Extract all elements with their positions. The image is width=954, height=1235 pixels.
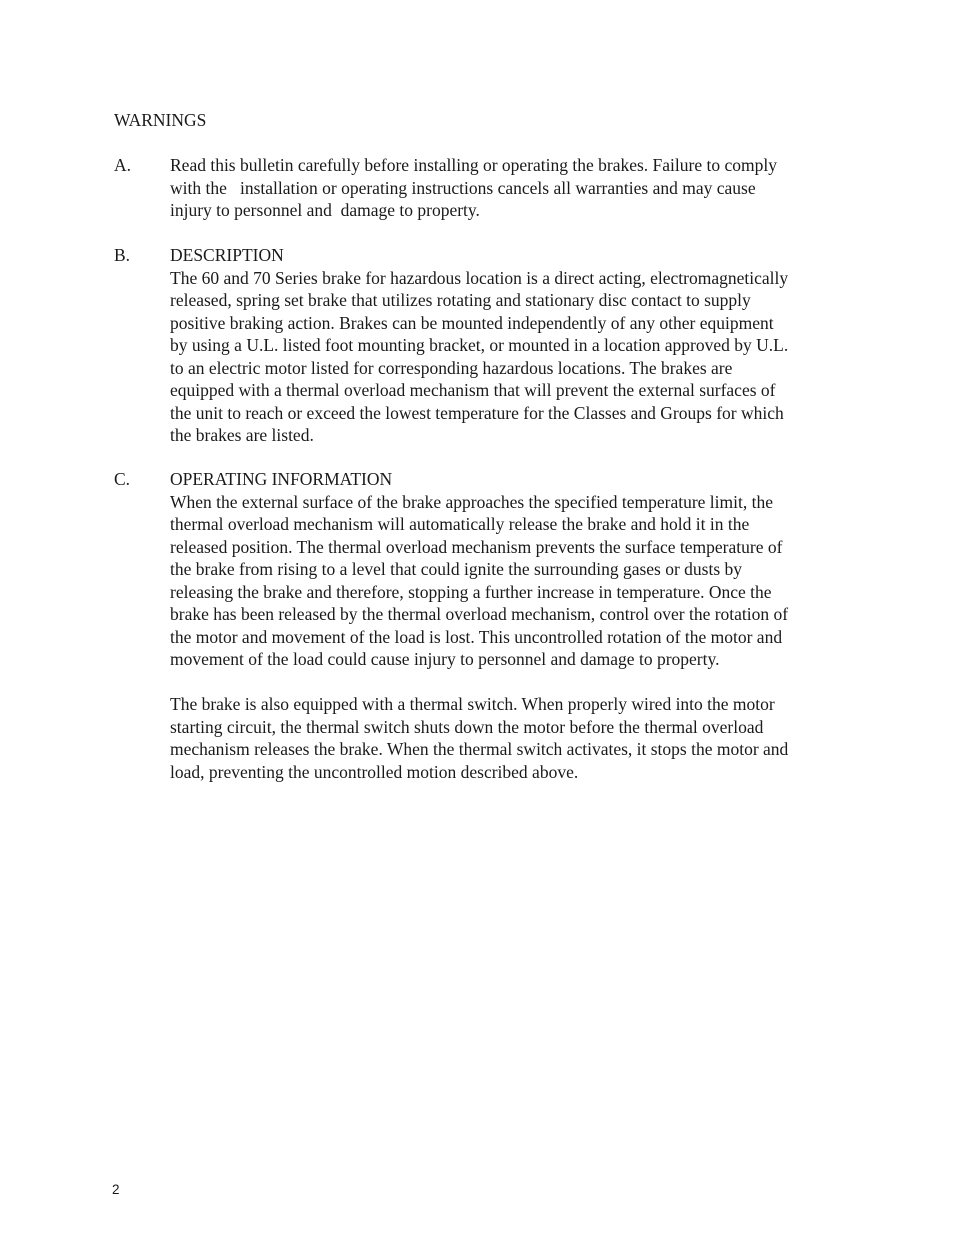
paragraph-gap — [170, 671, 842, 694]
body-line: released position. The thermal overload mechanism prevents the surface temperature of — [170, 536, 783, 557]
body-line: starting circuit, the thermal switch shuts down the motor before the thermal overload — [170, 716, 764, 737]
body-line: Read this bulletin carefully before installing or operating the brakes. Failure to comply — [170, 155, 777, 175]
body-line: released, spring set brake that utilizes rotating and stationary disc contact to supply — [170, 290, 751, 310]
body-line: thermal overload mechanism will automatically release the brake and hold it in the — [170, 514, 750, 534]
body-line: by using a U.L. listed foot mounting bracket, or mounted in a location approved by U.L. — [170, 335, 789, 355]
body-line: the motor and movement of the load is lost. This uncontrolled rotation of the motor and — [170, 626, 783, 647]
body-line: movement of the load could cause injury to personnel and damage to property. — [170, 649, 720, 669]
page-heading: WARNINGS — [114, 110, 207, 130]
section-letter: C. — [114, 469, 131, 489]
body-line: with the installation or operating instructions cancels all warranties and may cause — [170, 177, 756, 198]
section-body — [170, 154, 842, 222]
body-line: brake has been released by the thermal overload mechanism, control over the rotation of — [170, 604, 789, 624]
body-line: equipped with a thermal overload mechanism that will prevent the external surfaces of — [170, 380, 776, 400]
body-line: to an electric motor listed for corresponding hazardous locations. The brakes are — [170, 357, 733, 378]
section-title: OPERATING INFORMATION — [170, 469, 393, 489]
section-body — [170, 244, 842, 447]
section-letter: B. — [114, 245, 131, 265]
body-line: The brake is also equipped with a thermal switch. When properly wired into the motor — [170, 694, 775, 714]
body-line: load, preventing the uncontrolled motion described above. — [170, 761, 579, 782]
body-line: When the external surface of the brake approaches the specified temperature limit, the — [170, 491, 773, 512]
body-line: positive braking action. Brakes can be mounted independently of any other equipment — [170, 312, 774, 333]
body-line: mechanism releases the brake. When the thermal switch activates, it stops the motor and — [170, 739, 789, 759]
body-line: The 60 and 70 Series brake for hazardous location is a direct acting, electromagnetically — [170, 267, 789, 288]
body-line: releasing the brake and therefore, stopping a further increase in temperature. Once the — [170, 581, 772, 602]
body-line: the unit to reach or exceed the lowest temperature for the Classes and Groups for which — [170, 402, 784, 423]
page-number: 2 — [112, 1182, 120, 1197]
section-title: DESCRIPTION — [170, 245, 284, 265]
body-line: the brake from rising to a level that could ignite the surrounding gases or dusts by — [170, 559, 743, 579]
section-body — [170, 468, 842, 783]
body-line: the brakes are listed. — [170, 425, 314, 445]
body-line: injury to personnel and damage to property. — [170, 200, 480, 220]
section-letter: A. — [114, 155, 132, 175]
